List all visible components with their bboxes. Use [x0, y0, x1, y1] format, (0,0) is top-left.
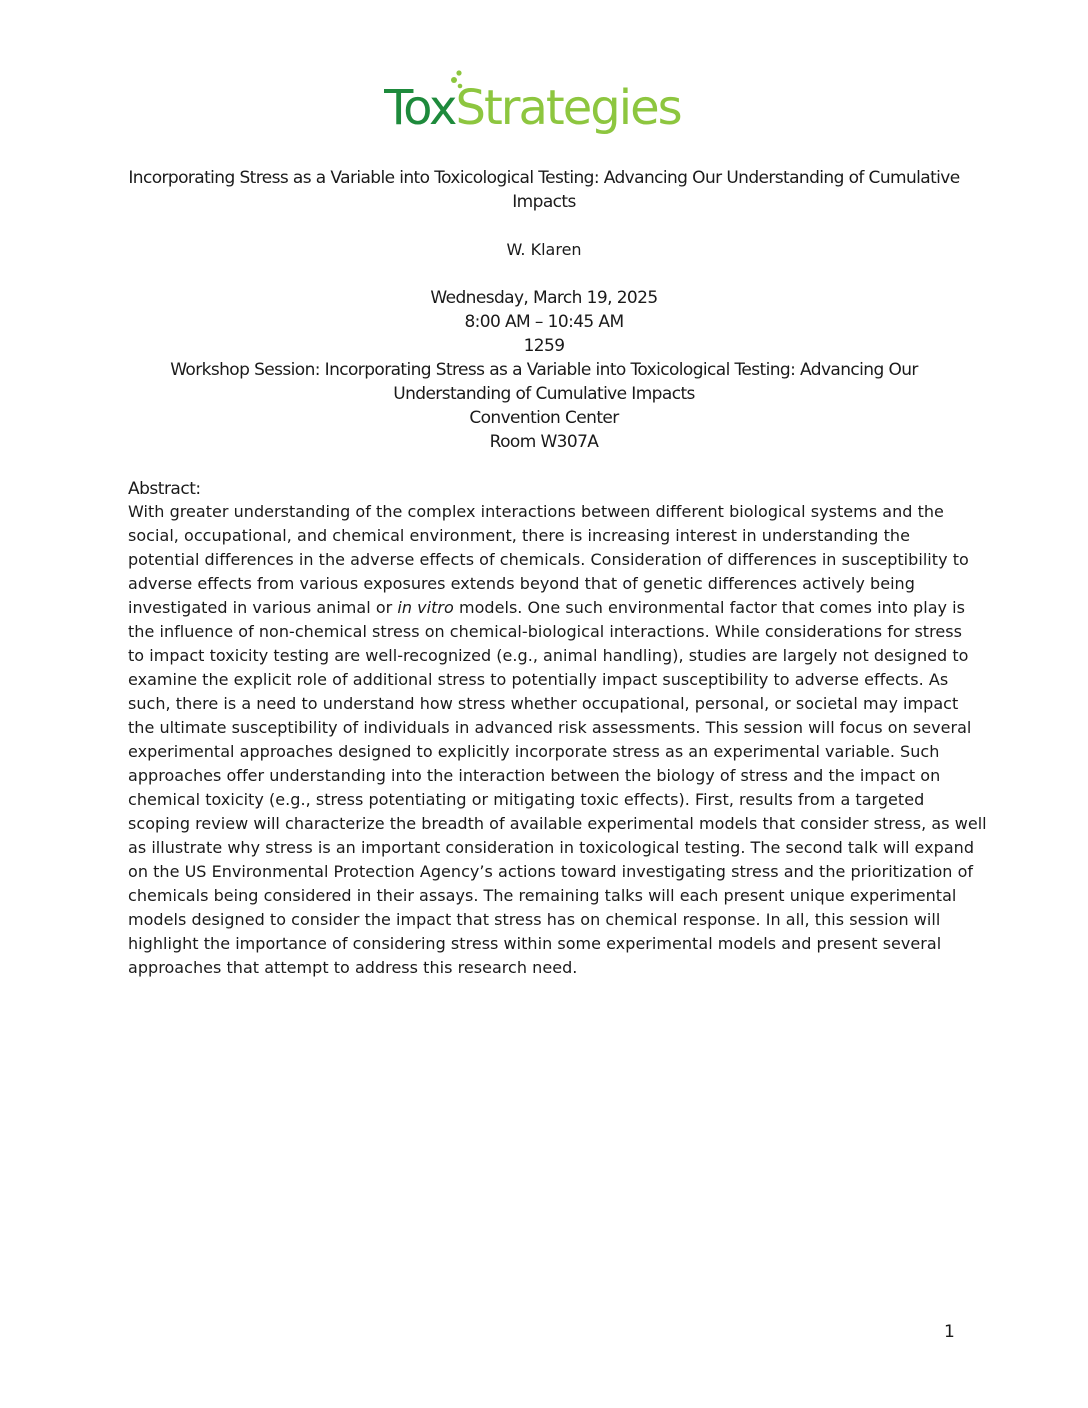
abstract-line: adverse effects from various exposures extends beyond that of genetic differences actively being	[128, 574, 915, 593]
abstract-line: such, there is a need to understand how stress whether occupational, personal, or societal may impact	[128, 694, 959, 713]
logo-strategies: Strategies	[455, 80, 681, 136]
logo-tox: Tox	[384, 80, 456, 136]
abstract-line: examine the explicit role of additional stress to potentially impact susceptibility to adverse effects. As	[128, 670, 949, 689]
session-room: Room W307A	[489, 432, 599, 452]
abstract-line: approaches offer understanding into the interaction between the biology of stress and the impact on	[128, 766, 941, 785]
session-details	[128, 286, 960, 454]
abstract-line: chemical toxicity (e.g., stress potentiating or mitigating toxic effects). First, results from a targeted	[128, 790, 925, 809]
abstract-line: models designed to consider the impact that stress has on chemical response. In all, this session will	[128, 910, 941, 929]
page-number: 1	[944, 1322, 955, 1342]
abstract-line-part: investigated in various animal or	[128, 598, 398, 617]
session-name: Workshop Session: Incorporating Stress as a Variable into Toxicological Testing: Advancing Our Understanding of Cumulative Impacts	[170, 360, 918, 404]
abstract-line: the ultimate susceptibility of individuals in advanced risk assessments. This session will focus on several	[128, 718, 972, 737]
abstract-line: With greater understanding of the complex interactions between different biological systems and the	[128, 502, 944, 521]
logo-graphic	[384, 70, 704, 142]
session-number: 1259	[523, 336, 565, 356]
abstract-line-part: models. One such environmental factor that comes into play is	[453, 598, 965, 617]
session-venue: Convention Center	[469, 408, 619, 428]
abstract-line-mixed	[128, 596, 968, 620]
svg-text:ToxStrategies	[384, 80, 681, 136]
session-time: 8:00 AM – 10:45 AM	[464, 312, 624, 332]
toxstrategies-logo	[0, 70, 1088, 142]
abstract-line: highlight the importance of considering stress within some experimental models and present several	[128, 934, 942, 953]
document-title: Incorporating Stress as a Variable into Toxicological Testing: Advancing Our Understanding of Cumulative Impacts	[128, 168, 960, 212]
abstract-heading: Abstract:	[128, 479, 201, 499]
abstract-line: chemicals being considered in their assays. The remaining talks will each present unique experimental	[128, 886, 957, 905]
abstract-line: social, occupational, and chemical environment, there is increasing interest in understanding the	[128, 526, 910, 545]
in-vitro-italic: in vitro	[397, 598, 454, 617]
abstract-line: on the US Environmental Protection Agency’s actions toward investigating stress and the prioritization of	[128, 862, 974, 881]
session-date: Wednesday, March 19, 2025	[430, 288, 658, 308]
abstract-line: scoping review will characterize the breadth of available experimental models that consider stress, as well	[128, 814, 987, 833]
abstract-line: experimental approaches designed to explicitly incorporate stress as an experimental variable. Such	[128, 742, 940, 761]
abstract-line: to impact toxicity testing are well-recognized (e.g., animal handling), studies are largely not designed to	[128, 646, 969, 665]
abstract-line: the influence of non-chemical stress on chemical-biological interactions. While considerations for stress	[128, 622, 962, 641]
abstract-body	[128, 500, 987, 980]
abstract-line: approaches that attempt to address this research need.	[128, 958, 578, 977]
author-name: W. Klaren	[506, 240, 582, 259]
abstract-line: as illustrate why stress is an important consideration in toxicological testing. The second talk will expand	[128, 838, 975, 857]
abstract-line: potential differences in the adverse effects of chemicals. Consideration of differences in susceptibility to	[128, 550, 969, 569]
